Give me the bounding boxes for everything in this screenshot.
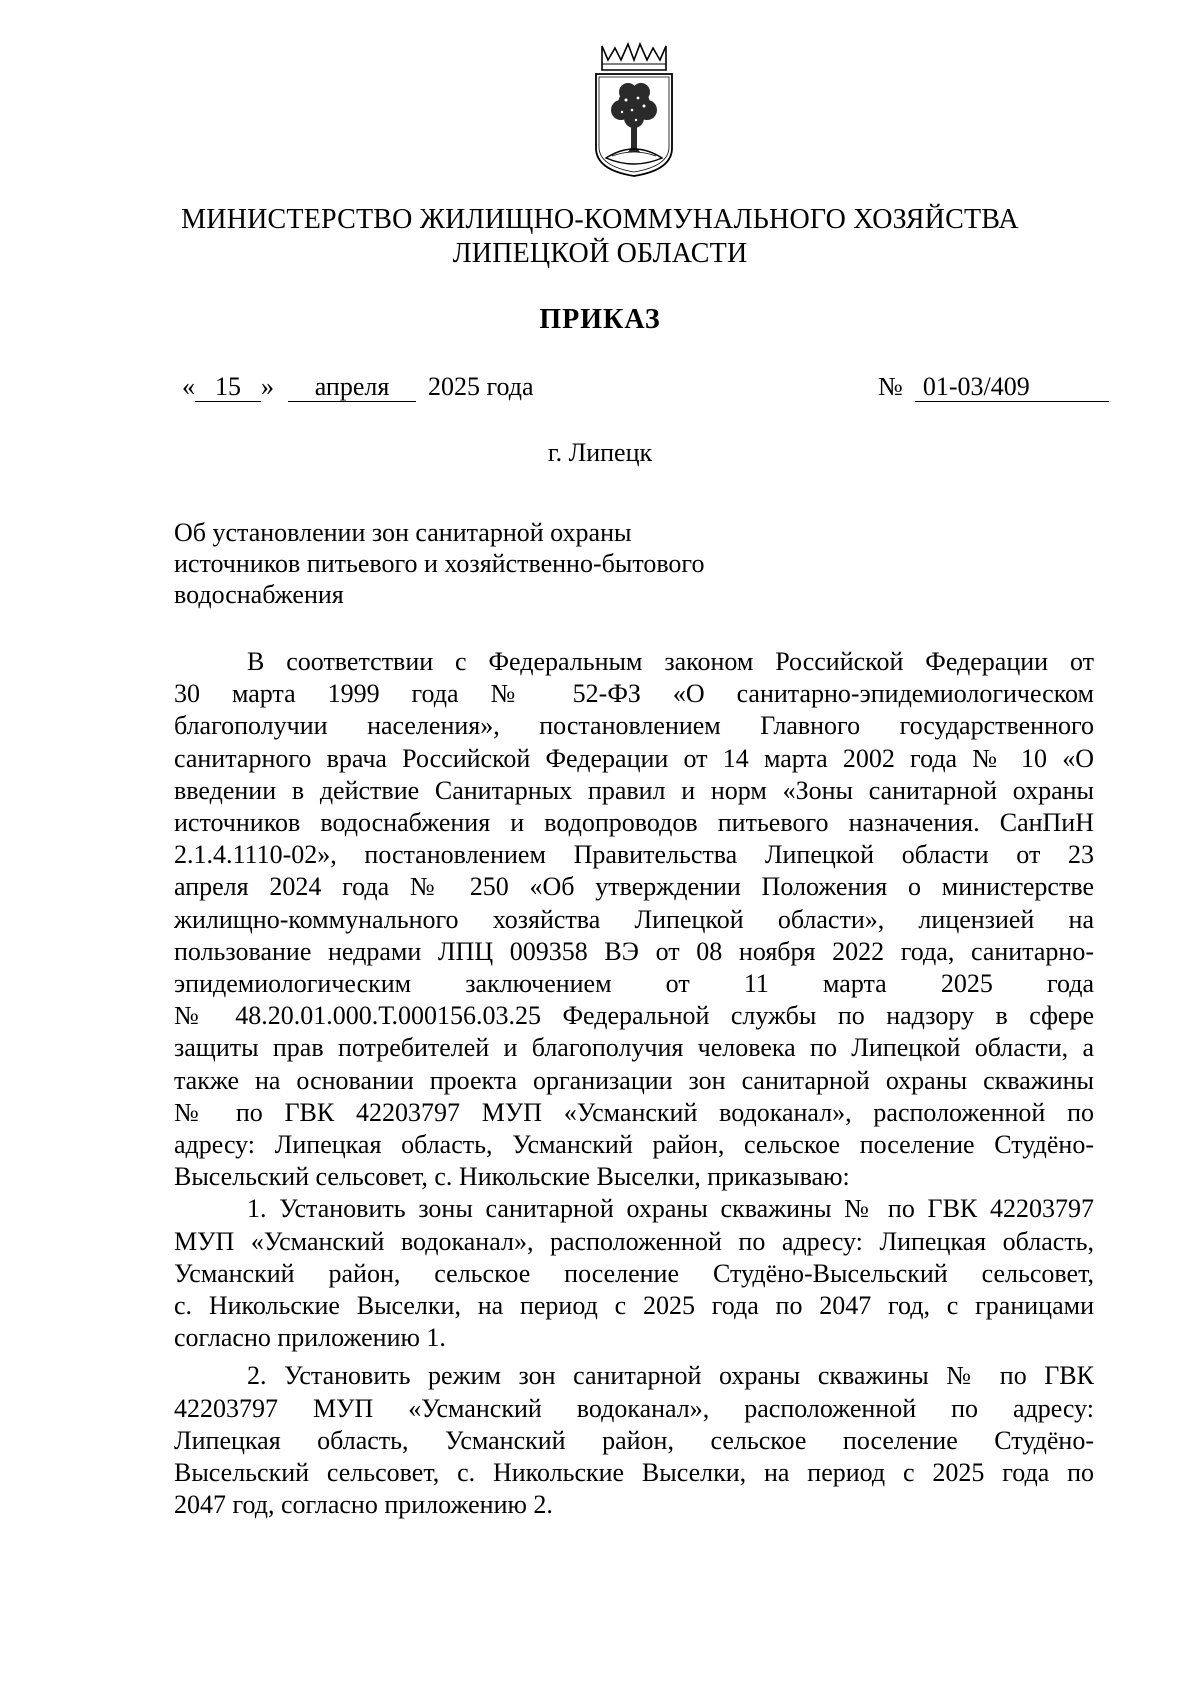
- date-close-quote: »: [261, 372, 274, 401]
- text-line: апреля 2024 года № 250 «Об утверждении Положения о министерстве: [174, 872, 1094, 902]
- number-value: 01-03/409: [915, 373, 1109, 402]
- text-line: эпидемиологическим заключением от 11 марта 2025 года: [174, 969, 1094, 999]
- ministry-name-line-1: МИНИСТЕРСТВО ЖИЛИЩНО-КОММУНАЛЬНОГО ХОЗЯЙСТВА: [181, 204, 1019, 235]
- subject-line: источников питьевого и хозяйственно-бытового: [174, 549, 705, 578]
- date-year: 2025 года: [428, 372, 534, 401]
- text-line: В соответствии с Федеральным законом Российской Федерации от: [247, 647, 1094, 676]
- order-item-1: [174, 1193, 1094, 1354]
- preamble-paragraph: [174, 646, 1094, 1193]
- text-line: введении в действие Санитарных правил и норм «Зоны санитарной охраны: [174, 775, 1094, 805]
- order-number: [878, 370, 1109, 404]
- number-label: №: [878, 372, 903, 401]
- text-line: пользование недрами ЛПЦ 009358 ВЭ от 08 ноября 2022 года, санитарно-: [174, 936, 1094, 966]
- text-line: источников водоснабжения и водопроводов питьевого назначения. СанПиН: [174, 808, 1094, 838]
- date-day: 15: [195, 373, 261, 402]
- date-month: апреля: [288, 373, 416, 402]
- text-line: согласно приложению 1.: [174, 1323, 446, 1353]
- text-line: 1. Установить зоны санитарной охраны скважины № по ГВК 42203797: [247, 1194, 1094, 1224]
- city-line: г. Липецк: [547, 438, 653, 467]
- order-body: [174, 646, 1094, 1521]
- text-line: Усманский район, сельское поселение Студёно-Высельский сельсовет,: [174, 1258, 1094, 1288]
- text-line: Липецкая область, Усманский район, сельское поселение Студёно-: [174, 1425, 1094, 1455]
- text-line: 2047 год, согласно приложению 2.: [174, 1490, 553, 1520]
- text-line: № 48.20.01.000.Т.000156.03.25 Федеральной службы по надзору в сфере: [174, 1001, 1094, 1031]
- text-line: жилищно-коммунального хозяйства Липецкой области», лицензией на: [174, 904, 1094, 934]
- order-date: [182, 370, 534, 404]
- text-line: 2. Установить режим зон санитарной охраны скважины № по ГВК: [247, 1361, 1094, 1391]
- text-line: № по ГВК 42203797 МУП «Усманский водоканал», расположенной по: [174, 1097, 1094, 1127]
- text-line: с. Никольские Выселки, на период с 2025 года по 2047 год, с границами: [174, 1291, 1094, 1321]
- lipetsk-coat-of-arms-icon: [588, 40, 680, 180]
- order-subject: [174, 517, 704, 610]
- text-line: благополучии населения», постановлением Главного государственного: [174, 711, 1094, 741]
- text-line: Высельский сельсовет, с. Никольские Выселки, приказываю:: [174, 1162, 850, 1192]
- text-line: 42203797 МУП «Усманский водоканал», расположенной по адресу:: [174, 1393, 1094, 1423]
- text-line: Высельский сельсовет, с. Никольские Выселки, на период с 2025 года по: [174, 1458, 1094, 1488]
- text-line: также на основании проекта организации зон санитарной охраны скважины: [174, 1065, 1094, 1095]
- text-line: санитарного врача Российской Федерации от 14 марта 2002 года № 10 «О: [174, 743, 1094, 773]
- text-line: защиты прав потребителей и благополучия человека по Липецкой области, а: [174, 1033, 1094, 1063]
- ministry-name-line-2: ЛИПЕЦКОЙ ОБЛАСТИ: [452, 238, 748, 269]
- text-line: 30 марта 1999 года № 52-ФЗ «О санитарно-эпидемиологическом: [174, 679, 1094, 709]
- date-open-quote: «: [182, 372, 195, 401]
- subject-line: водоснабжения: [174, 580, 344, 609]
- subject-line: Об установлении зон санитарной охраны: [174, 518, 632, 547]
- text-line: адресу: Липецкая область, Усманский район, сельское поселение Студёно-: [174, 1130, 1094, 1160]
- order-item-2: [174, 1360, 1094, 1521]
- document-type-title: ПРИКАЗ: [539, 304, 661, 335]
- text-line: МУП «Усманский водоканал», расположенной по адресу: Липецкая область,: [174, 1226, 1094, 1256]
- text-line: 2.1.4.1110-02», постановлением Правительства Липецкой области от 23: [174, 840, 1094, 870]
